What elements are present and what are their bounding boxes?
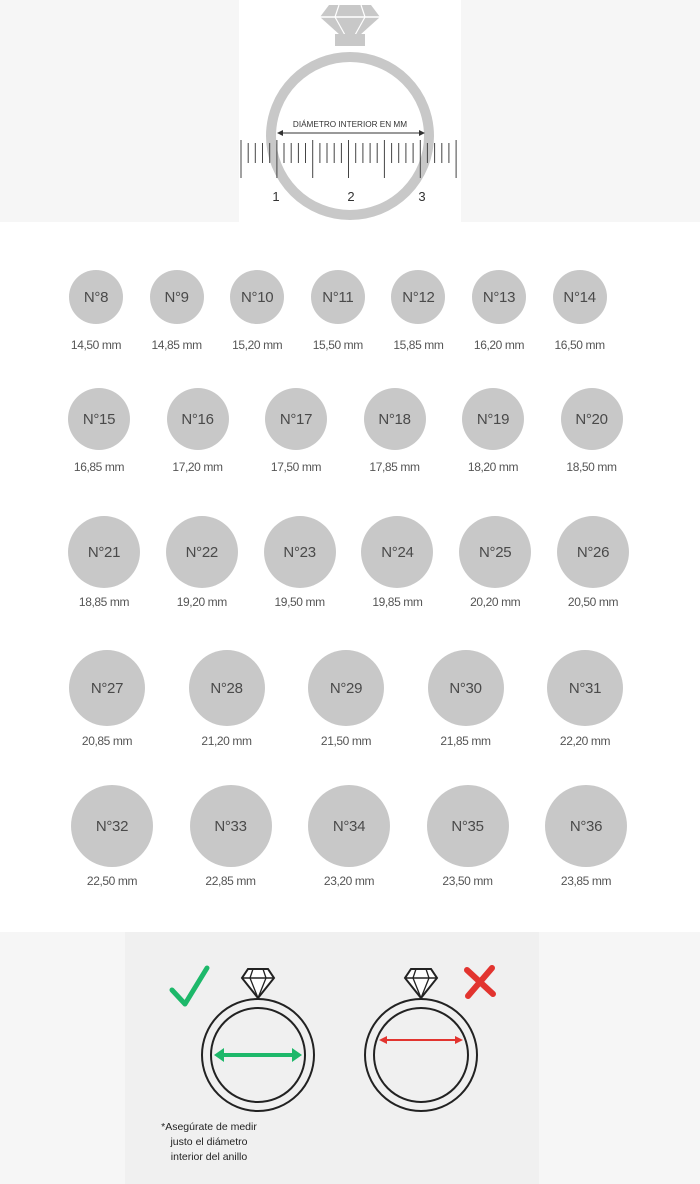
size-mm-label: 21,50 mm [320, 734, 372, 748]
size-mm-label: 18,50 mm [566, 460, 617, 474]
size-mm-label: 15,20 mm [232, 338, 283, 352]
size-mm-label: 16,20 mm [473, 338, 525, 352]
size-mm-label: 18,20 mm [467, 460, 519, 474]
size-circle: N°31 [547, 650, 623, 726]
size-circle: N°32 [71, 785, 153, 867]
diamond-icon [242, 969, 274, 998]
size-circle: N°11 [311, 270, 365, 324]
wrong-ring [365, 969, 477, 1111]
size-mm-label: 20,20 mm [470, 595, 521, 609]
size-circle: N°23 [264, 516, 336, 588]
size-circle: N°18 [364, 388, 426, 450]
diameter-arrow [277, 130, 425, 136]
size-circle: N°21 [68, 516, 140, 588]
size-mm-label: 20,50 mm [567, 595, 619, 609]
size-circle: N°30 [428, 650, 504, 726]
ruler-number-3: 3 [418, 189, 426, 204]
diamond-icon [405, 969, 437, 998]
size-mm-label: 17,20 mm [172, 460, 223, 474]
size-mm-label: 16,50 mm [554, 338, 605, 352]
size-mm-label: 18,85 mm [78, 595, 130, 609]
size-circle: N°9 [150, 270, 204, 324]
size-circle: N°26 [557, 516, 629, 588]
size-circle: N°19 [462, 388, 524, 450]
size-circle: N°14 [553, 270, 607, 324]
size-mm-label: 22,20 mm [559, 734, 611, 748]
note-line: justo el diámetro [170, 1136, 248, 1148]
size-mm-label: 22,85 mm [205, 874, 256, 888]
size-mm-label: 19,20 mm [176, 595, 227, 609]
correct-ring [202, 969, 314, 1111]
size-circle: N°8 [69, 270, 123, 324]
size-mm-label: 23,50 mm [442, 874, 493, 888]
top-band [0, 0, 700, 222]
size-circle: N°28 [189, 650, 265, 726]
ruler-number-2: 2 [347, 189, 355, 204]
size-circle: N°29 [308, 650, 384, 726]
ring-diagram-panel [239, 0, 461, 222]
check-icon [172, 968, 207, 1004]
ruler-number-1: 1 [272, 189, 280, 204]
note-line: *Asegúrate de medir [161, 1121, 257, 1133]
size-circle: N°36 [545, 785, 627, 867]
size-mm-label: 16,85 mm [73, 460, 125, 474]
size-mm-label: 21,20 mm [201, 734, 252, 748]
size-circle: N°25 [459, 516, 531, 588]
size-circle: N°20 [561, 388, 623, 450]
correct-arrow-right [292, 1048, 302, 1062]
size-mm-label: 23,20 mm [323, 874, 375, 888]
size-mm-label: 15,85 mm [393, 338, 444, 352]
size-circle: N°27 [69, 650, 145, 726]
size-circle: N°17 [265, 388, 327, 450]
size-circle: N°24 [361, 516, 433, 588]
measure-note [139, 1120, 279, 1165]
size-mm-label: 14,85 mm [151, 338, 202, 352]
wrong-arrow-left [379, 1036, 387, 1044]
size-circle: N°33 [190, 785, 272, 867]
bottom-band [0, 932, 700, 1184]
size-mm-label: 17,50 mm [270, 460, 322, 474]
size-mm-label: 23,85 mm [560, 874, 612, 888]
size-mm-label: 17,85 mm [369, 460, 420, 474]
size-mm-label: 20,85 mm [81, 734, 133, 748]
size-mm-label: 15,50 mm [312, 338, 363, 352]
size-mm-label: 19,50 mm [274, 595, 325, 609]
ring-diagram [239, 0, 461, 222]
size-mm-label: 22,50 mm [86, 874, 138, 888]
diameter-label: DIÁMETRO INTERIOR EN MM [292, 120, 408, 129]
note-line: interior del anillo [170, 1151, 248, 1163]
measure-tip-panel [125, 932, 539, 1184]
ring-size-grid [0, 222, 700, 932]
ring-setting [335, 34, 365, 46]
size-circle: N°10 [230, 270, 284, 324]
size-mm-label: 21,85 mm [440, 734, 491, 748]
size-circle: N°34 [308, 785, 390, 867]
size-circle: N°13 [472, 270, 526, 324]
size-mm-label: 19,85 mm [372, 595, 423, 609]
size-circle: N°35 [427, 785, 509, 867]
wrong-arrow-right [455, 1036, 463, 1044]
size-circle: N°16 [167, 388, 229, 450]
size-circle: N°22 [166, 516, 238, 588]
size-circle: N°15 [68, 388, 130, 450]
cross-icon [467, 968, 493, 996]
correct-arrow-left [214, 1048, 224, 1062]
size-mm-label: 14,50 mm [70, 338, 122, 352]
size-circle: N°12 [391, 270, 445, 324]
